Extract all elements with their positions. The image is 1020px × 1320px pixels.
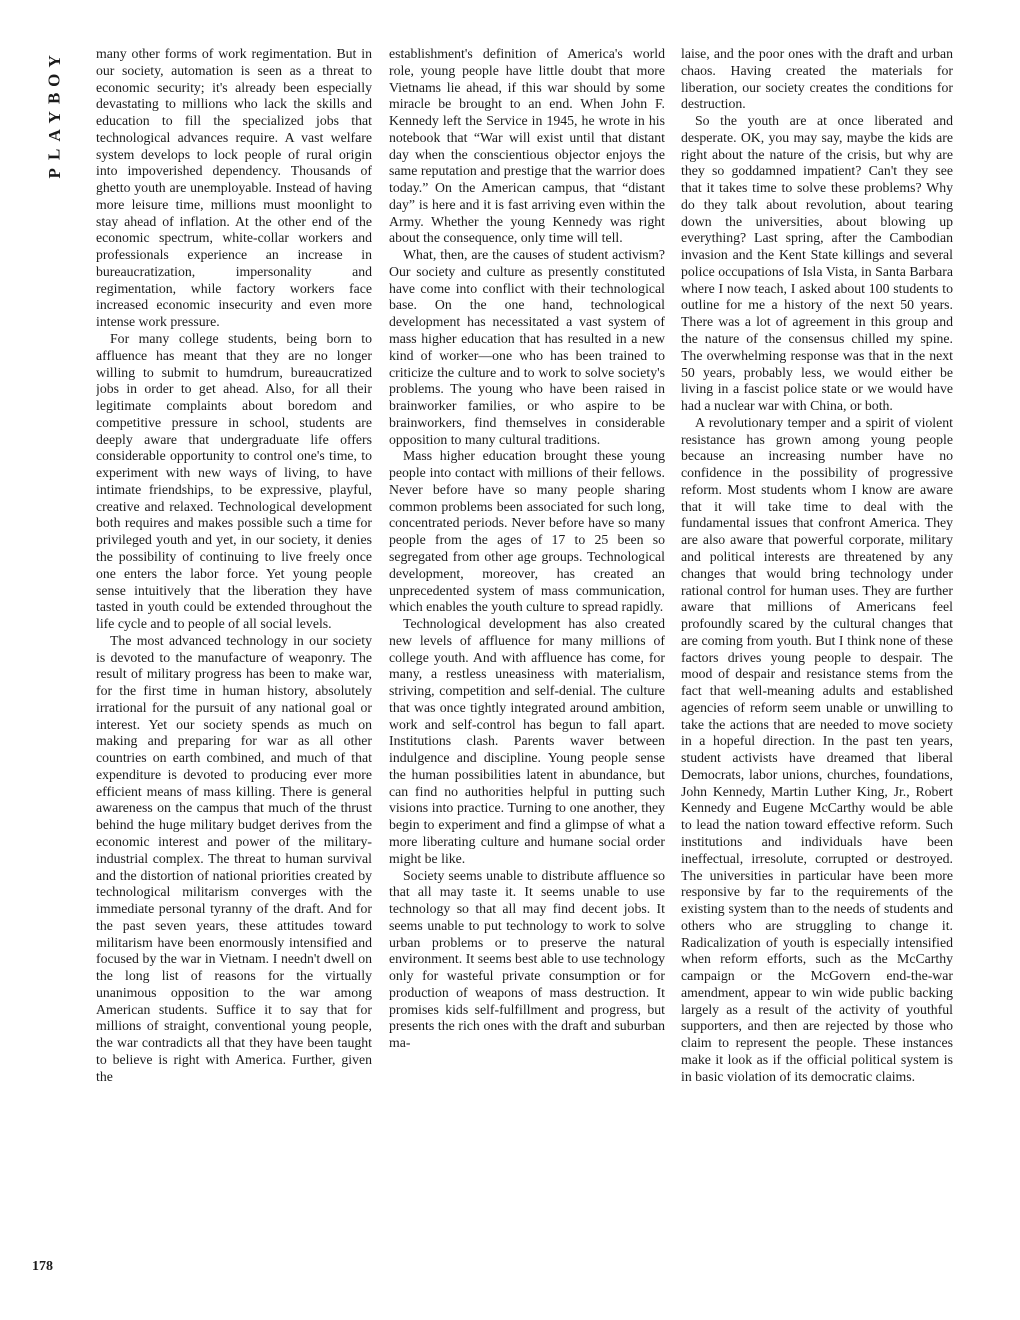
body-paragraph: Mass higher education brought these young people into contact with millions of their fellows. Never before have so many people sharing common problems been associated for such long, concentrated periods. Never before have so many people from the ages of 17 to 25 been so segregated from other age groups. Technological development, moreover, has created an unprecedented system of mass communication, which enables the youth culture to spread rapidly. <box>389 448 665 615</box>
brand-letter: P <box>44 167 64 179</box>
brand-letter: L <box>44 148 64 160</box>
body-paragraph: For many college students, being born to affluence has meant that they are no longer willing to submit to humdrum, bureaucratized jobs in order to get ahead. Also, for all their legitimate complaints about boredom and competitive pressure in school, students are deeply aware that undergraduate life offers considerable opportunity to control one's time, to experiment with new ways of living, to have intimate friendships, to be expressive, playful, creative and relaxed. Technological development both requires and makes possible such a time for privileged youth and yet, in our society, it denies the possibility of continuing to live freely once one enters the labor force. Yet young people sense intuitively that the liberation they have tasted in youth could be extended throughout the life cycle and to people of all social levels. <box>96 331 372 632</box>
column-2 <box>389 46 665 1278</box>
brand-letter: O <box>44 73 64 87</box>
brand-letter: B <box>44 92 64 105</box>
body-paragraph: So the youth are at once liberated and desperate. OK, you may say, maybe the kids are right about the nature of the crisis, but why are they so goddamned impatient? Can't they see that it takes time to solve these problems? Why do they talk about revolution, about tearing down the universities, about blowing up everything? Last spring, after the Cambodian invasion and the Kent State killings and several police occupations of Isla Vista, in Santa Barbara where I now teach, I asked about 100 students to outline for me a history of the next 50 years. There was a lot of agreement in this group and the nature of the consensus chilled my spine. The overwhelming response was that in the next 50 years, probably less, we would either be living in a fascist police state or we would have had a nuclear war with China, or both. <box>681 113 953 414</box>
column-3 <box>681 46 953 1278</box>
body-paragraph: laise, and the poor ones with the draft and urban chaos. Having created the materials for liberation, our society creates the conditions for destruction. <box>681 46 953 112</box>
brand-letter: A <box>44 129 64 142</box>
body-paragraph: Technological development has also created new levels of affluence for many millions of college youth. And with affluence has come, for many, a restless uneasiness with materialism, striving, competition and self-denial. The culture that was once tightly integrated around ambition, work and self-control has begun to fall apart. Institutions clash. Parents waver between indulgence and discipline. Young people sense the human possibilities latent in abundance, but can find no authorities helpful in putting such visions into practice. Turning to one another, they begin to experiment and find a glimpse of what a more liberating culture and humane social order might be like. <box>389 616 665 866</box>
body-paragraph: many other forms of work regimentation. But in our society, automation is seen as a threat to economic security; it's already been especially devastating to millions who lack the skills and education to fill the specialized jobs that technological advances require. A vast welfare system develops to lock people of rural origin into impoverished dependency. Thousands of ghetto youth are unemployable. Instead of having more leisure time, millions must moonlight to stay ahead of inflation. At the other end of the economic spectrum, white-collar workers and professionals experience an increase in bureaucratization, impersonality and regimentation, while factory workers face increased economic insecurity and even more intense work pressure. <box>96 46 372 330</box>
body-paragraph: A revolutionary temper and a spirit of violent resistance has grown among young people because an increasing number have no confidence in the possibility of progressive reform. Most students whom I know are aware that it will take time to deal with the fundamental issues that confront America. They are also aware that powerful corporate, military and political interests are threatened by any changes that would bring technology under rational control for human uses. They are further aware that millions of Americans feel profoundly scared by the cultural changes that are coming from youth. But I think none of these factors drives young people to despair. The mood of despair and resistance stems from the fact that well-meaning adults and established agencies of reform seem unable or unwilling to take the actions that are needed to move society in a hopeful direction. In the past ten years, student activists have dreamed that liberal Democrats, labor unions, churches, foundations, John Kennedy, Martin Luther King, Jr., Robert Kennedy and Eugene McCarthy would be able to lead the nation toward effective reform. Such institutions and individuals have been ineffectual, irresolute, corrupted or destroyed. The universities in particular have been more responsive by far to the requirements of the existing system than to the needs of students and others who are struggling to change it. Radicalization of youth is especially intensified when reform efforts, such as the McCarthy campaign or the McGovern end-the-war amendment, appear to win wide public backing largely as a result of the activity of youthful supporters, and then are rejected by those who claim to represent the people. These instances make it look as if the official political system is in basic violation of its democratic claims. <box>681 414 953 1084</box>
brand-letter: Y <box>44 110 64 124</box>
magazine-brand <box>40 52 70 182</box>
body-paragraph: What, then, are the causes of student activism? Our society and culture as presently constituted have come into conflict with their technological base. On the one hand, technological development has necessitated a vast system of mass higher education that has resulted in a new kind of worker—one who has been trained to criticize the culture and to work to solve society's problems. The young who have been raised in brainworker families, or who aspire to be brainworkers, find themselves in considerable opposition to many cultural traditions. <box>389 247 665 447</box>
body-paragraph: The most advanced technology in our society is devoted to the manufacture of weaponry. The result of military progress has been to make war, for the first time in human history, absolutely irrational for the pursuit of any national goal or interest. Yet our society spends as much on making and preparing for war as all other countries on earth combined, and much of that expenditure is devoted to producing ever more efficient means of mass killing. There is general awareness on the campus that much of the thrust behind the huge military budget derives from the economic interest and power of the military-industrial complex. The threat to human survival and the distortion of national priorities created by technological militarism converges with the immediate personal tyranny of the draft. And for the past seven years, these attitudes toward militarism have been enormously intensified and focused by the war in Vietnam. I needn't dwell on the long list of reasons for the virtually unanimous opposition to the war among American students. Suffice it to say that for millions of straight, conventional young people, the war contradicts all that they have been taught to believe is right with America. Further, given the <box>96 632 372 1084</box>
brand-letter: Y <box>44 55 64 68</box>
body-paragraph: Society seems unable to distribute affluence so that all may taste it. It seems unable to use technology so that all may find decent jobs. It seems unable to put technology to work to solve urban problems or to preserve the natural environment. It seems best able to use technology only for wasteful private consumption or for production of weapons of mass destruction. It promises kids self-fulfillment and progress, but presents the rich ones with the draft and suburban ma- <box>389 867 665 1051</box>
body-paragraph: establishment's definition of America's world role, young people have little doubt that more Vietnams lie ahead, if this war should by some miracle be brought to an end. When John F. Kennedy left the Service in 1945, he wrote in his notebook that “War will exist until that distant day when the conscientious objector enjoys the same reputation and prestige that the warrior does today.” On the American campus, that “distant day” is here and it is fast arriving even within the Army. Whether the young Kennedy was right about the consequence, only time will tell. <box>389 46 665 246</box>
page-number: 178 <box>32 1259 53 1274</box>
column-1 <box>96 46 372 1278</box>
